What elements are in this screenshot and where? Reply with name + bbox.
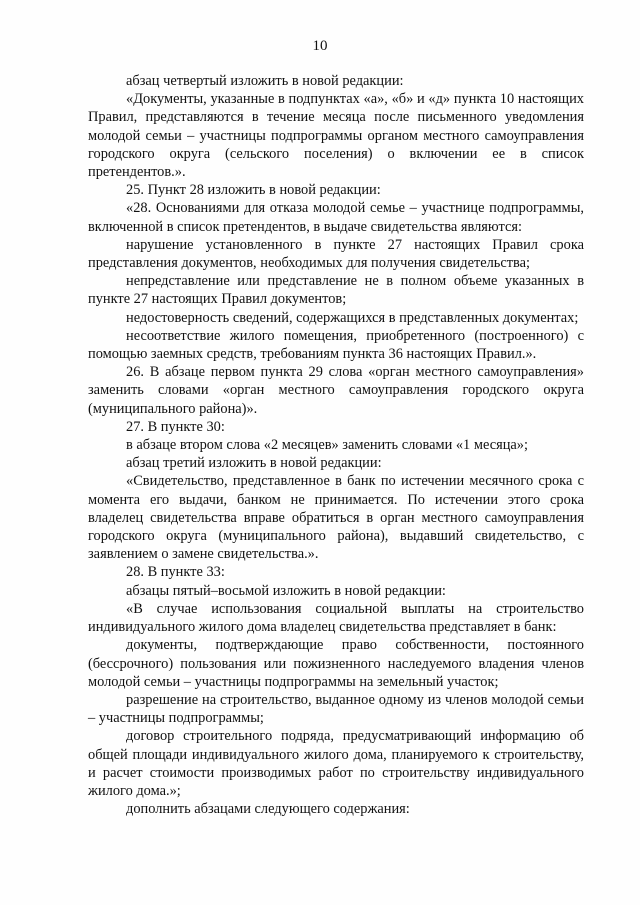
paragraph-11: в абзаце втором слова «2 месяцев» заменить словами «1 месяца»; [126, 437, 528, 454]
paragraph-5: нарушение установленного в пункте 27 настоящих Правил срока представления документов, необходимых для получения свидетельства; [88, 236, 584, 272]
paragraph-10: 27. В пункте 30: [126, 418, 225, 435]
paragraph-17: документы, подтверждающие право собственности, постоянного (бессрочного) пользования или пожизненного наследуемого владения членов молодой семьи – участницы подпрограммы на земельный участок; [88, 637, 584, 690]
paragraph-18: разрешение на строительство, выданное одному из членов молодой семьи – участницы подпрограммы; [88, 691, 584, 727]
paragraph-2: «Документы, указанные в подпунктах «а», «б» и «д» пункта 10 настоящих Правил, представляются в течение месяца после письменного уведомления молодой семьи – участницы подпрограммы органом местного самоуправления городского округа (сельского поселения) о включении ее в список претендентов.». [88, 91, 584, 181]
paragraph-12: абзац третий изложить в новой редакции: [126, 455, 382, 472]
paragraph-19: договор строительного подряда, предусматривающий информацию об общей площади индивидуального жилого дома, планируемого к строительству, и расчет стоимости производимых работ по строительству индивидуального жилого дома.»; [88, 728, 584, 799]
paragraph-8: несоответствие жилого помещения, приобретенного (построенного) с помощью заемных средств, требованиям пункта 36 настоящих Правил.». [88, 327, 584, 363]
paragraph-1: абзац четвертый изложить в новой редакции: [126, 73, 404, 89]
paragraph-14: 28. В пункте 33: [126, 564, 225, 581]
paragraph-15: абзацы пятый–восьмой изложить в новой редакции: [126, 582, 446, 599]
paragraph-13: «Свидетельство, представленное в банк по истечении месячного срока с момента его выдачи, банком не принимается. По истечении этого срока владелец свидетельства вправе обратиться в орган местного самоуправления городского округа (муниципального района), выдавший свидетельство, с заявлением о замене свидетельства.». [88, 473, 584, 563]
paragraph-20: дополнить абзацами следующего содержания: [126, 801, 410, 818]
paragraph-4: «28. Основаниями для отказа молодой семье – участнице подпрограммы, включенной в список претендентов, в выдаче свидетельства являются: [88, 200, 584, 235]
paragraph-16: «В случае использования социальной выплаты на строительство индивидуального жилого дома владелец свидетельства представляет в банк: [88, 600, 584, 636]
paragraph-3: 25. Пункт 28 изложить в новой редакции: [126, 182, 381, 199]
paragraph-6: непредставление или представление не в полном объеме указанных в пункте 27 настоящих Правил документов; [88, 273, 584, 308]
paragraph-9: 26. В абзаце первом пункта 29 слова «орган местного самоуправления» заменить словами «орган местного самоуправления городского округа (муниципального района)». [88, 364, 584, 417]
page-number: 10 [312, 38, 328, 54]
paragraph-7: недостоверность сведений, содержащихся в представленных документах; [126, 309, 579, 326]
document-body [88, 72, 584, 818]
